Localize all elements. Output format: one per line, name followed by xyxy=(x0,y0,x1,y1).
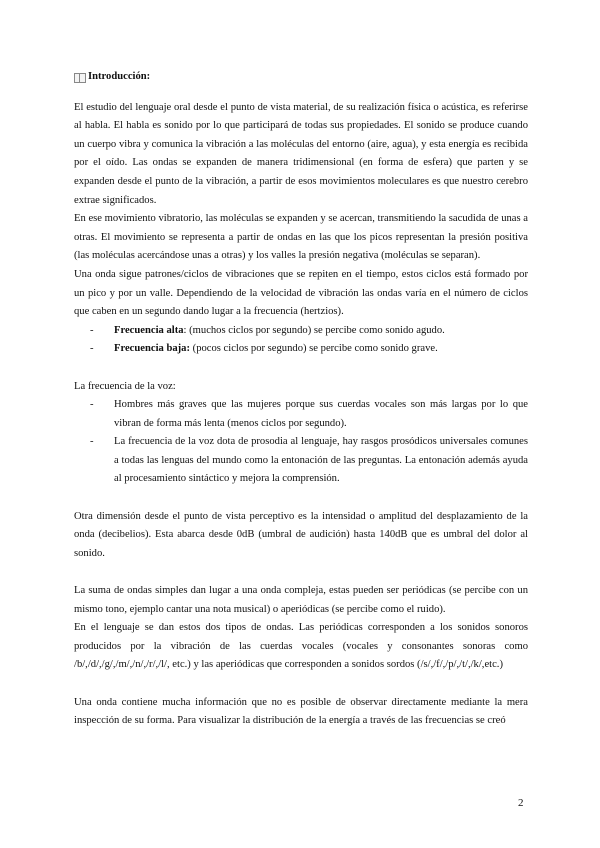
paragraph-wave-cycles: Una onda sigue patrones/ciclos de vibraciones que se repiten en el tiempo, estos ciclos está formado por un pico y por un valle. Dependiendo de la velocidad de vibración las ondas varía en el número de ciclos que caben en un segundo dando lugar a la frecuencia (hertzios). xyxy=(74,268,528,318)
page-number: 2 xyxy=(518,797,524,809)
list-item-term: Frecuencia alta xyxy=(114,324,184,336)
paragraph-vibration: En ese movimiento vibratorio, las moléculas se expanden y se acercan, transmitiendo la sacudida de unas a otras. El movimiento se representa a partir de ondas en las que los picos representan la presión positiva (las moléculas acercándose unas a otras) y los valles la presión negativa (moléculas se separan). xyxy=(74,213,528,262)
spacer xyxy=(74,675,528,694)
page-content xyxy=(74,68,528,731)
list-item xyxy=(74,322,528,341)
paragraph-wave-information: Una onda contiene mucha información que no es posible de observar directamente mediante la mera inspección de su forma. Para visualizar la distribución de la energía a través de las frecuencias se creó xyxy=(74,696,528,727)
frequency-list xyxy=(74,322,528,359)
list-item: - La frecuencia de la voz dota de prosodia al lenguaje, hay rasgos prosódicos universales comunes a todas las lenguas del mundo como la entonación de las preguntas. La entonación además ayuda al procesamiento sintáctico y mejora la comprensión. xyxy=(74,433,528,489)
spacer xyxy=(74,359,528,378)
book-icon xyxy=(74,73,86,83)
list-item: - Hombres más graves que las mujeres porque sus cuerdas vocales son más largas por lo que vibran de forma más lenta (menos ciclos por segundo). xyxy=(74,396,528,433)
paragraph-intensity: Otra dimensión desde el punto de vista perceptivo es la intensidad o amplitud del desplazamiento de la onda (decibelios). Esta abarca desde 0dB (umbral de audición) hasta 140dB que es umbral del dolor al sonido. xyxy=(74,510,528,559)
spacer xyxy=(74,563,528,582)
paragraph-speech-sound: El estudio del lenguaje oral desde el punto de vista material, de su realización física o acústica, es referirse al habla. El habla es sonido por lo que participará de todas sus propiedades. El sonido se produce cuando un cuerpo vibra y comunica la vibración a las moléculas del entorno (aire, agua), y esta energía es recibida por el oído. Las ondas se expanden de manera tridimensional (en forma de esfera) que parten y se expanden desde el punto de la vibración, a partir de esos movimientos moleculares es que nuestro cerebro extrae significados. xyxy=(74,101,528,206)
voice-list xyxy=(74,396,528,489)
list-item-text: : (muchos ciclos por segundo) se percibe como sonido agudo. xyxy=(183,324,445,336)
list-item-text: (pocos ciclos por segundo) se percibe como sonido grave. xyxy=(190,343,438,355)
paragraph-periodic-aperiodic: En el lenguaje se dan estos dos tipos de ondas. Las periódicas corresponden a los sonidos sonoros producidos por la vibración de las cuerdas vocales (vocales y consonantes sonoras como /b/,/d/,/g/,/m/,/n/,/r/,/l/, etc.) y las aperiódicas que corresponden a sonidos sordos (/s/,/f/,/p/,/t/,/k/,etc.) xyxy=(74,622,528,671)
section-title: Introducción: xyxy=(88,71,151,82)
list-item xyxy=(74,340,528,359)
list-item-term: Frecuencia baja: xyxy=(114,343,191,355)
voice-heading: La frecuencia de la voz: xyxy=(74,380,176,392)
paragraph-complex-waves: La suma de ondas simples dan lugar a una onda compleja, estas pueden ser periódicas (se percibe con un mismo tono, ejemplo cantar una nota musical) o aperiódicas (se percibe como el ruido). xyxy=(74,585,528,615)
spacer xyxy=(74,489,528,508)
section-heading xyxy=(74,68,528,87)
